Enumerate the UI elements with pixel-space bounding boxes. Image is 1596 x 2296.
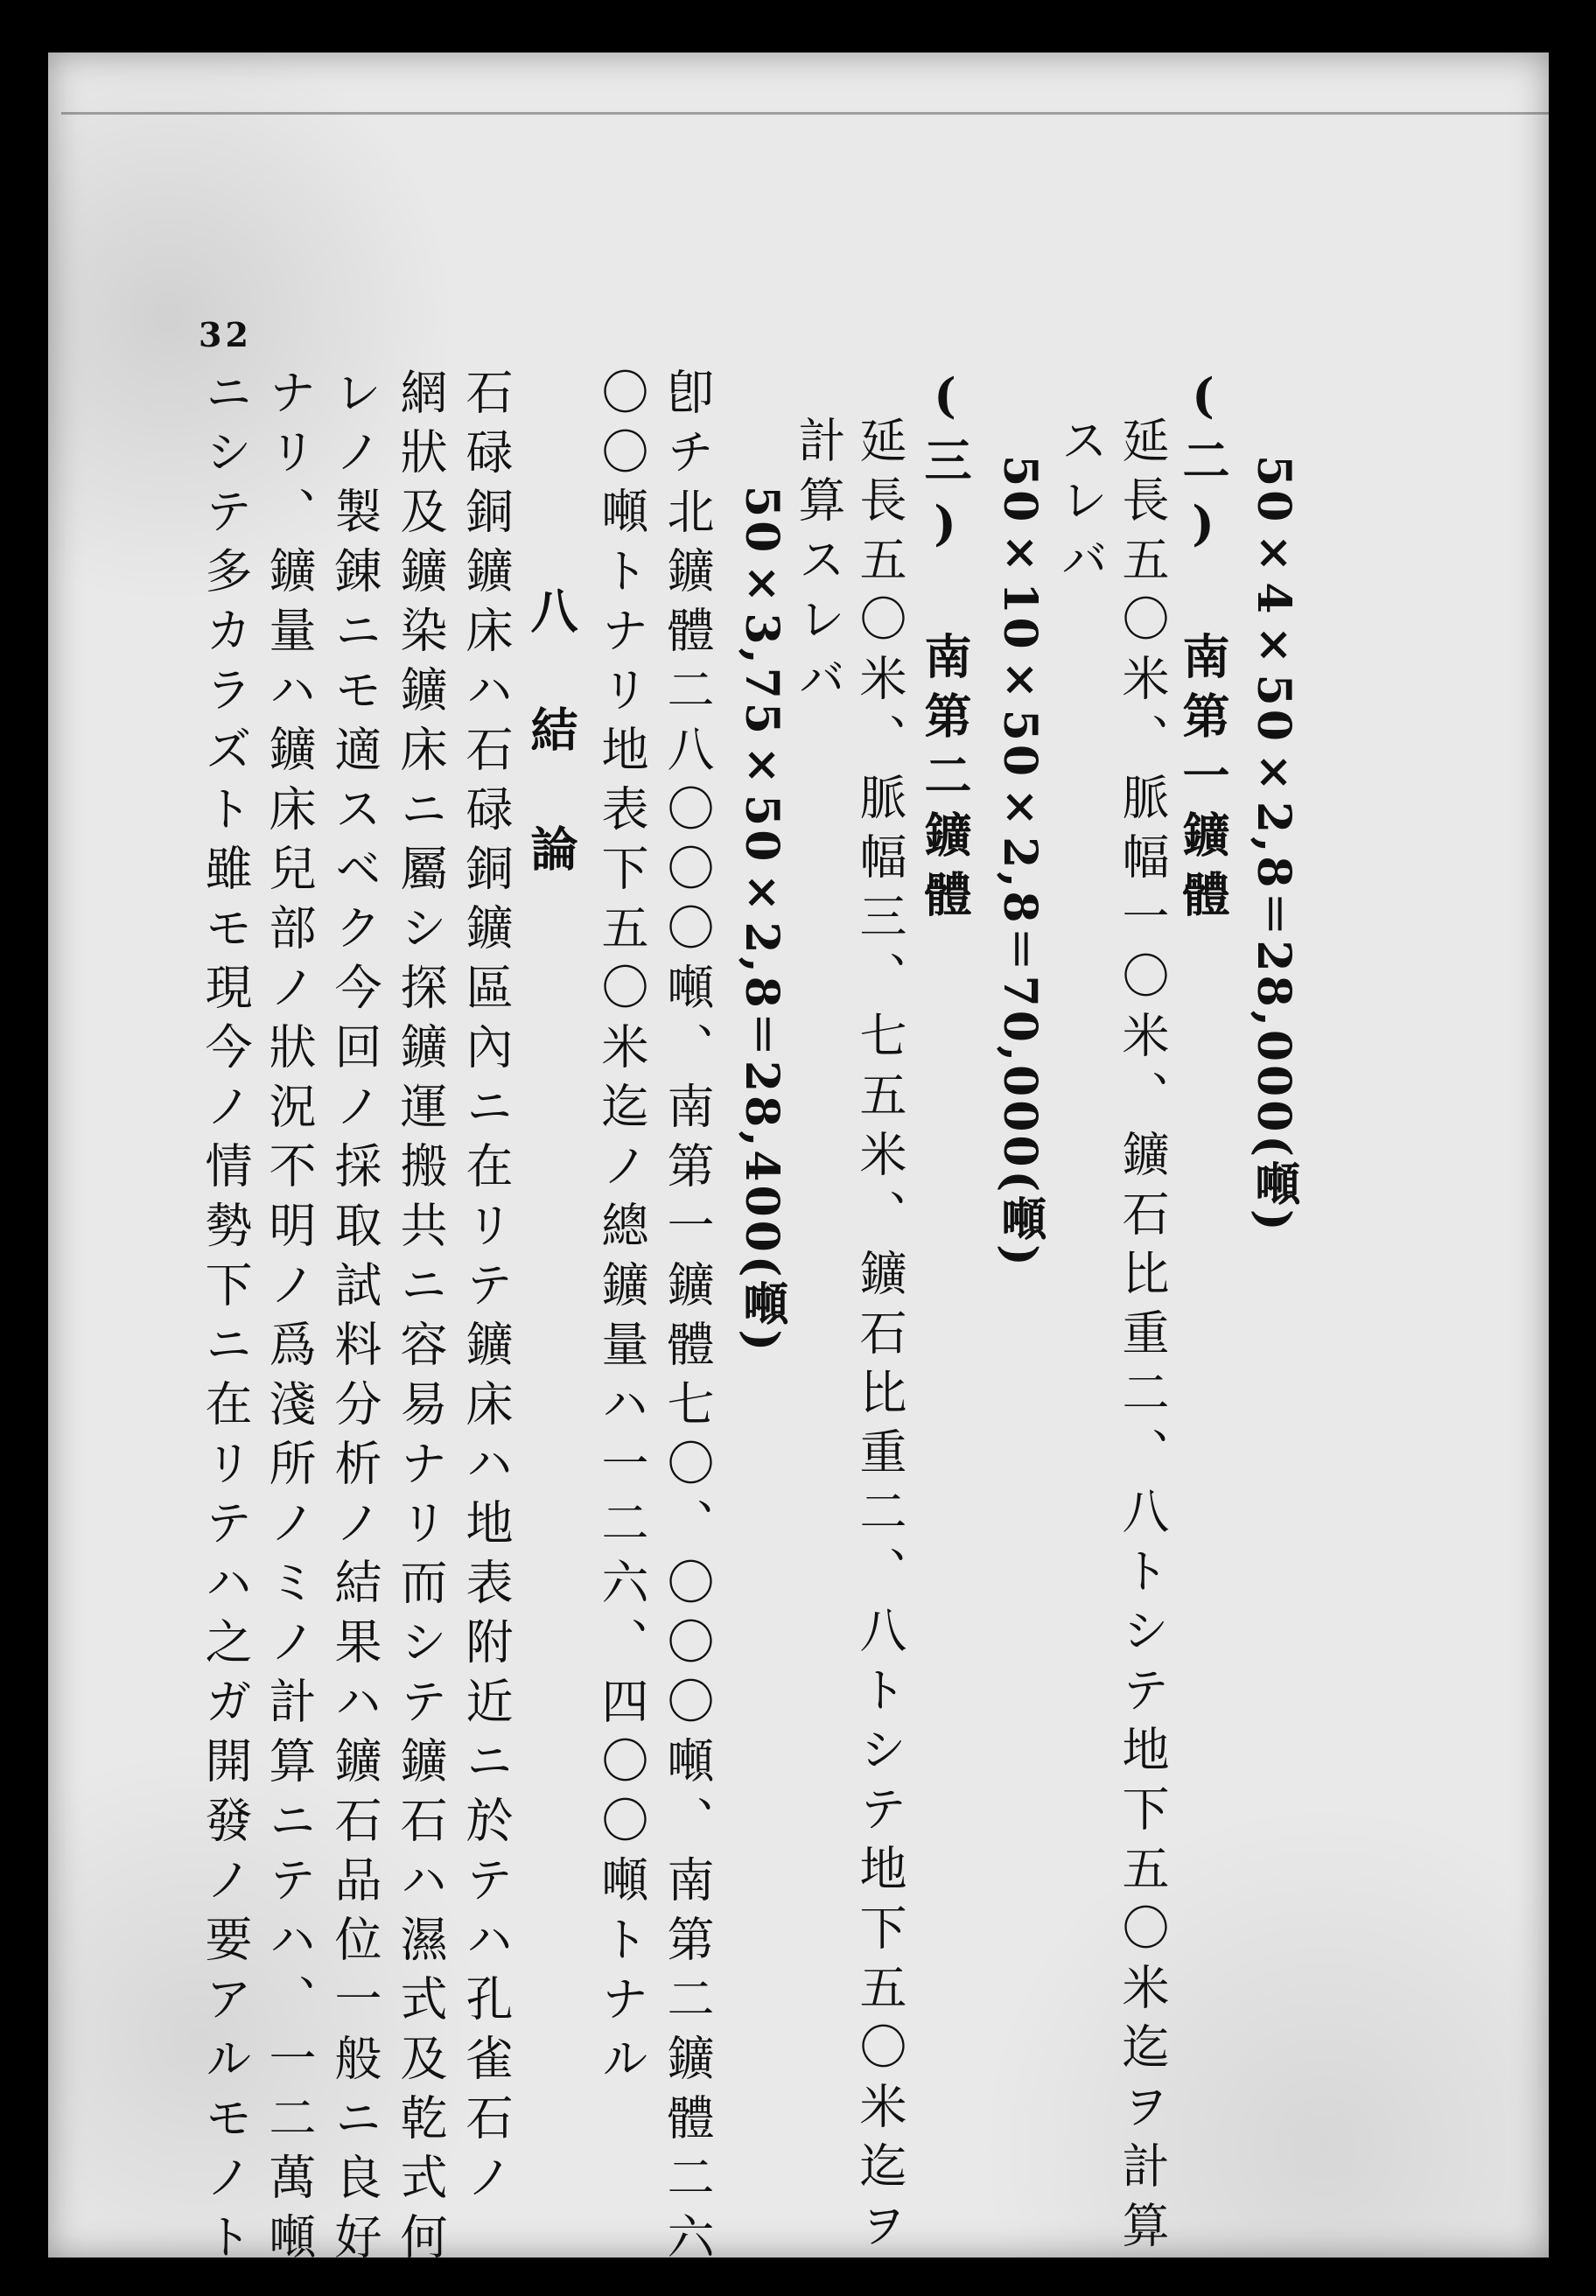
document-page: [48, 52, 1549, 2272]
text-total-ore-1: 卽チ北鑛體二八〇〇〇噸、南第一鑛體七〇、〇〇〇噸、南第二鑛體二六: [660, 368, 715, 2272]
text-south-first-extent: 延長五〇米、脈幅一〇米、鑛石比重二、八トシテ地下五〇米迄ヲ計算: [1115, 416, 1170, 2260]
text-total-ore-2: 〇〇噸トナリ地表下五〇米迄ノ總鑛量ハ一二六、四〇〇噸トナル: [594, 368, 649, 2093]
formula-north-body: 50×4×50×2,8＝28,000(噸): [1247, 455, 1300, 1235]
text-conclusion-1: 石碌銅鑛床ハ石碌銅鑛區內ニ在リテ鑛床ハ地表附近ニ於テハ孔雀石ノ: [458, 368, 514, 2212]
formula-south-second-body: 50×3,75×50×2,8＝28,400(噸): [735, 486, 788, 1355]
formula-south-first-body: 50×10×50×2,8＝70,000(噸): [993, 455, 1046, 1270]
text-south-first-calc: スレバ: [1054, 416, 1109, 594]
text-south-second-extent: 延長五〇米、脈幅三、七五米、鑛石比重二、八トシテ地下五〇米迄ヲ: [852, 416, 907, 2260]
text-conclusion-3: レノ製錬ニモ適スベク今回ノ採取試料分析ノ結果ハ鑛石品位一般ニ良好: [327, 368, 382, 2272]
heading-south-first-body: (二) 南第一鑛體: [1175, 368, 1231, 929]
page-number: 32: [199, 315, 252, 354]
text-south-second-calc: 計算スレバ: [791, 416, 846, 713]
text-conclusion-5: ニシテ多カラズト雖モ現今ノ情勢下ニ在リテハ之ガ開發ノ要アルモノト: [198, 368, 253, 2272]
heading-south-second-body: (三) 南第二鑛體: [917, 368, 973, 929]
text-conclusion-2: 網狀及鑛染鑛床ニ屬シ探鑛運搬共ニ容易ナリ而シテ鑛石ハ濕式及乾式何: [393, 368, 448, 2272]
heading-conclusion: 八 結 論: [523, 586, 579, 884]
top-edge-line: [61, 112, 1549, 115]
text-conclusion-4: ナリ、鑛量ハ鑛床兒部ノ狀況不明ノ爲淺所ノミノ計算ニテハ、一二萬噸: [262, 368, 317, 2272]
